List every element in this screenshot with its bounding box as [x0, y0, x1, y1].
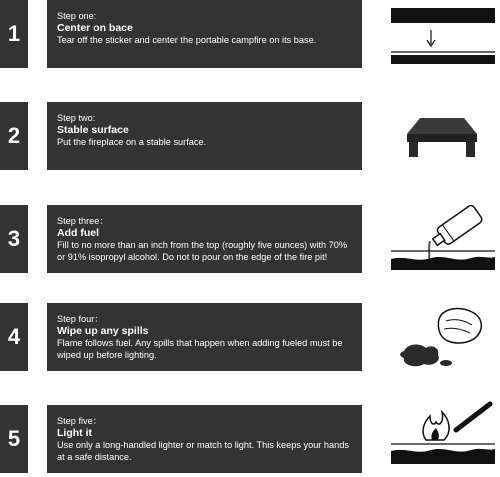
- step-3-label: Step three：: [57, 216, 109, 226]
- step-3-panel: [47, 205, 362, 273]
- place-on-base-icon: [386, 2, 498, 74]
- step-5-number: 5: [0, 405, 28, 473]
- step-5-title: Light it: [57, 427, 92, 439]
- step-1-number: 1: [0, 0, 28, 68]
- step-3-description: Fill to no more than an inch from the top (roughly five ounces) with 70% or 91% isopropyl alcohol. Do not to pour on the edge of the fire pit!: [57, 240, 348, 262]
- step-3-number: 3: [0, 205, 28, 273]
- stable-table-icon: [386, 100, 498, 172]
- step-1-panel: [47, 0, 362, 68]
- step-2-number: 2: [0, 102, 28, 170]
- step-3-title: Add fuel: [57, 227, 99, 239]
- step-2-title: Stable surface: [57, 124, 129, 136]
- step-1-description: Tear off the sticker and center the portable campfire on its base.: [57, 35, 317, 45]
- step-4-title: Wipe up any spills: [57, 325, 149, 337]
- step-1-label: Step one:: [57, 11, 97, 21]
- step-5-panel: [47, 405, 362, 473]
- pour-fuel-icon: [386, 204, 498, 276]
- step-5-description: Use only a long-handled lighter or match to light. This keeps your hands at a safe distance.: [57, 440, 349, 462]
- step-1-title: Center on bace: [57, 22, 133, 34]
- step-2-description: Put the fireplace on a stable surface.: [57, 137, 207, 147]
- step-4-panel: [47, 303, 362, 371]
- step-2-panel: [47, 102, 362, 170]
- step-2-label: Step two:: [57, 113, 96, 123]
- wipe-spill-icon: [386, 303, 498, 375]
- step-5-label: Step five：: [57, 416, 102, 426]
- step-4-description: Flame follows fuel. Any spills that happen when adding fueled must be wiped up before lighting.: [57, 338, 343, 360]
- light-fire-icon: [386, 398, 498, 470]
- step-4-label: Step four：: [57, 314, 104, 324]
- step-4-number: 4: [0, 303, 28, 371]
